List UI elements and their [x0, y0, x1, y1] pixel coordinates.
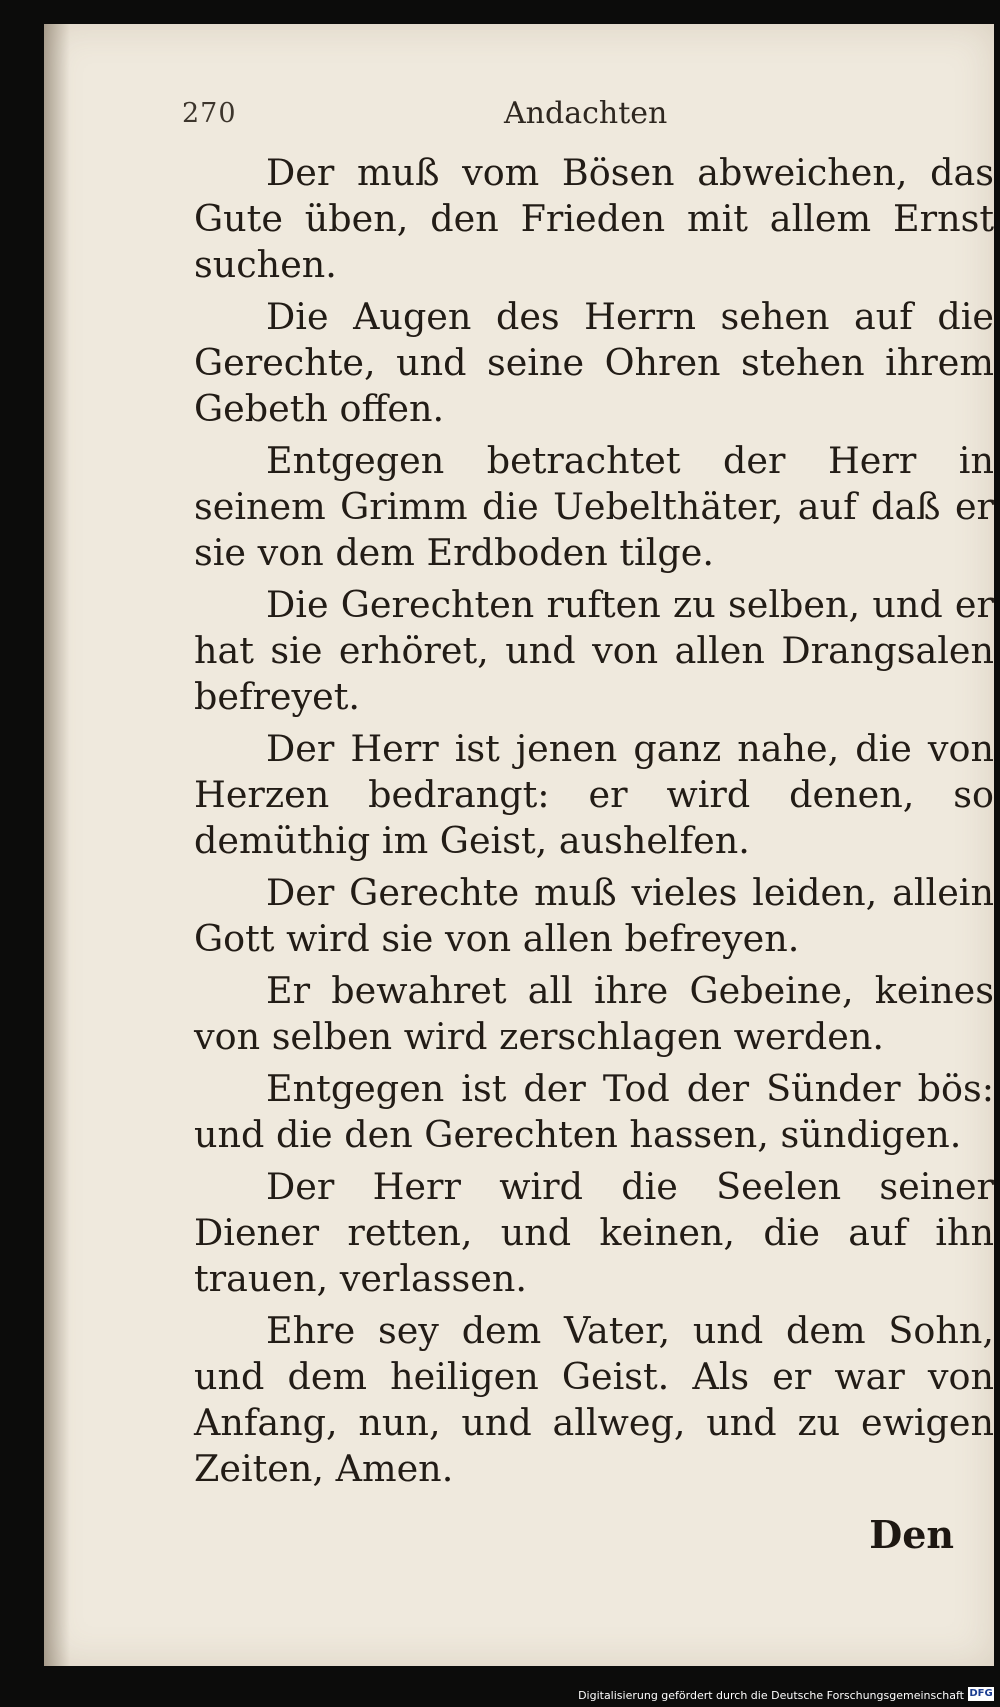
footer-bar — [0, 1677, 1000, 1707]
verse-paragraph: Entgegen betrachtet der Herr in seinem Grimm die Uebelthäter, auf daß er sie von dem Erdboden tilge. — [194, 439, 994, 574]
running-head: Andachten — [504, 96, 668, 131]
verse-paragraph: Ehre sey dem Vater, und dem Sohn, und dem heiligen Geist. Als er war von Anfang, nun, und allweg, und zu ewigen Zeiten, Amen. — [194, 1309, 994, 1490]
verse-paragraph: Der Herr ist jenen ganz nahe, die von Herzen bedrangt: er wird denen, so demüthig im Geist, aushelfen. — [194, 727, 994, 862]
page-number: 270 — [182, 98, 237, 129]
verse-paragraph: Die Augen des Herrn sehen auf die Gerechte, und seine Ohren stehen ihrem Gebeth offen. — [194, 295, 994, 430]
book-page — [44, 24, 994, 1666]
verse-paragraph: Entgegen ist der Tod der Sünder bös: und die den Gerechten hassen, sündigen. — [194, 1067, 994, 1156]
verse-paragraph: Der Herr wird die Seelen seiner Diener retten, und keinen, die auf ihn trauen, verlassen. — [194, 1165, 994, 1300]
verse-paragraph: Er bewahret all ihre Gebeine, keines von selben wird zerschlagen werden. — [194, 969, 994, 1058]
dfg-logo-icon: DFG — [969, 1688, 993, 1699]
gutter-shadow — [44, 24, 70, 1666]
funding-credit: Digitalisierung gefördert durch die Deutsche Forschungsgemeinschaft — [578, 1689, 964, 1702]
text-block — [194, 150, 994, 1498]
catchword: Den — [869, 1512, 954, 1557]
verse-paragraph: Der Gerechte muß vieles leiden, allein Gott wird sie von allen befreyen. — [194, 871, 994, 960]
verse-paragraph: Die Gerechten ruften zu selben, und er hat sie erhöret, und von allen Drangsalen befreyet. — [194, 583, 994, 718]
verse-paragraph: Der muß vom Bösen abweichen, das Gute üben, den Frieden mit allem Ernst suchen. — [194, 151, 994, 286]
